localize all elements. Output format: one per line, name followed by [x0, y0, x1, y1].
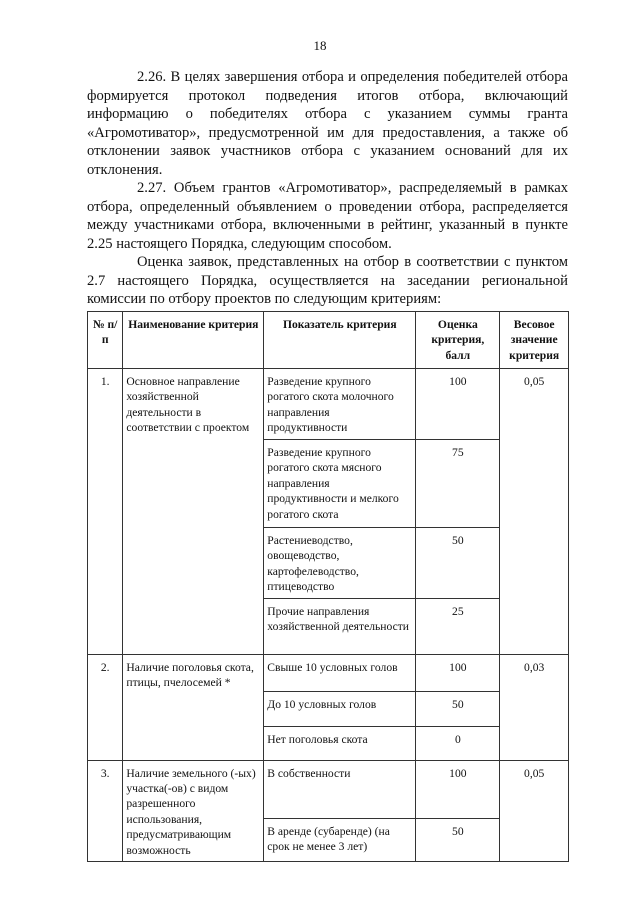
- indicator-text: В аренде (субаренде) (на срок не менее 3 лет): [264, 818, 416, 861]
- document-body: [87, 68, 568, 309]
- indicator-text: Нет поголовья скота: [264, 726, 416, 760]
- page-number: 18: [313, 38, 327, 53]
- paragraph-evaluation: Оценка заявок, представленных на отбор в соответствии с пунктом 2.7 настоящего Порядка, осуществляется на заседании региональной комиссии по отбору проектов по следующим критериям:: [87, 254, 568, 307]
- indicator-text: В собственности: [264, 760, 416, 818]
- paragraph-2-26: 2.26. В целях завершения отбора и определения победителей отбора формируется протокол подведения итогов отбора, включающий информацию о победителях отбора с указанием суммы гранта «Агромотиватор», предусмотренной им для предоставления, а также об отклонении заявок участников отбора с указанием оснований для их отклонения.: [87, 69, 568, 178]
- header-num: № п/п: [88, 312, 123, 369]
- indicator-score: 100: [416, 369, 500, 440]
- paragraph-2-27: 2.27. Объем грантов «Агромотиватор», распределяемый в рамках отбора, определенный объявлением о проведении отбора, распределяется между участниками отбора, включенными в рейтинг, указанный в пункте 2.25 настоящего Порядка, следующим способом.: [87, 180, 568, 252]
- row-criterion-name: Наличие поголовья скота, птицы, пчелосемей *: [123, 654, 264, 760]
- table-row: [88, 760, 569, 818]
- indicator-text: Растениеводство, овощеводство, картофелеводство, птицеводство: [264, 528, 416, 599]
- table-header-row: [88, 312, 569, 369]
- indicator-score: 50: [416, 691, 500, 726]
- row-criterion-name: Наличие земельного (-ых) участка(-ов) с видом разрешенного использования, предусматривающим возможность: [123, 760, 264, 861]
- indicator-score: 75: [416, 440, 500, 528]
- row-num: 2.: [88, 654, 123, 760]
- row-criterion-name: Основное направление хозяйственной деятельности в соответствии с проектом: [123, 369, 264, 655]
- table-row: [88, 369, 569, 440]
- indicator-score: 0: [416, 726, 500, 760]
- row-weight: 0,03: [500, 654, 569, 760]
- indicator-text: До 10 условных голов: [264, 691, 416, 726]
- row-weight: 0,05: [500, 369, 569, 655]
- indicator-text: Свыше 10 условных голов: [264, 654, 416, 691]
- indicator-score: 50: [416, 818, 500, 861]
- row-num: 1.: [88, 369, 123, 655]
- indicator-score: 100: [416, 654, 500, 691]
- header-name: Наименование критерия: [123, 312, 264, 369]
- header-score: Оценка критерия, балл: [416, 312, 500, 369]
- indicator-score: 50: [416, 528, 500, 599]
- row-weight: 0,05: [500, 760, 569, 861]
- header-indicator: Показатель критерия: [264, 312, 416, 369]
- header-weight: Весовое значение критерия: [500, 312, 569, 369]
- table-row: [88, 654, 569, 691]
- row-num: 3.: [88, 760, 123, 861]
- indicator-text: Прочие направления хозяйственной деятельности: [264, 598, 416, 654]
- indicator-score: 100: [416, 760, 500, 818]
- indicator-text: Разведение крупного рогатого скота молочного направления продуктивности: [264, 369, 416, 440]
- indicator-score: 25: [416, 598, 500, 654]
- indicator-text: Разведение крупного рогатого скота мясного направления продуктивности и мелкого рогатого скота: [264, 440, 416, 528]
- criteria-table: [87, 311, 569, 862]
